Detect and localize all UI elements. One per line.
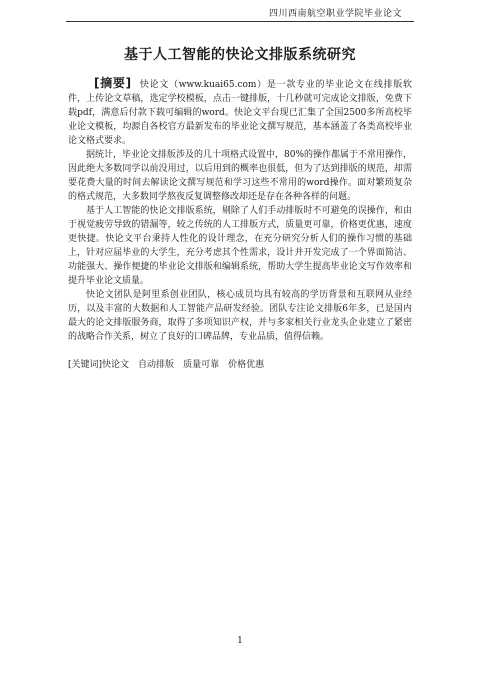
keywords-line	[68, 358, 412, 372]
running-header-title: 四川西南航空职业学院毕业论文	[268, 9, 402, 19]
abstract-paragraph-2: 据统计，毕业论文排版涉及的几十项格式设置中，80%的操作都属于不常用操作，因此绝大多数同学以前没用过，以后用到的概率也很低，但为了达到排版的规范，却需要花费大量的时间去解读论文撰写规范和学习这些不常用的word操作。面对繁琐复杂的格式规范，大多数同学熬夜反复调整修改却还是存在各种各样的问题。	[68, 150, 413, 202]
abstract-paragraph-1	[68, 76, 412, 148]
abstract-paragraph-3: 基于人工智能的快论文排版系统，剔除了人们手动排版时不可避免的误操作，和由于视觉疲劳导致的错漏等，较之传统的人工排版方式，质量更可靠，价格更优惠，速度更快捷。快论文平台秉持人性化的设计理念，在充分研究分析人们的操作习惯的基础上，针对应届毕业的大学生，充分考虑其个性需求，设计并开发完成了一个界面简洁、功能强大、操作便捷的毕业论文排版和编辑系统，帮助大学生提高毕业论文写作效率和提升毕业论文质量。	[68, 206, 412, 286]
keyword-item: 快论文	[102, 360, 130, 370]
abstract-paragraph-4: 快论文团队是阿里系创业团队，核心成员均具有较高的学历背景和互联网从业经历，以及丰富的大数据和人工智能产品研发经验。团队专注论文排版6年多，已是国内最大的论文排版服务商，取得了多项知识产权，并与多家相关行业龙头企业建立了紧密的战略合作关系，树立了良好的口碑品牌，专业品质，值得信赖。	[68, 290, 412, 342]
keyword-item: 自动排版	[138, 360, 175, 370]
running-header	[66, 6, 414, 22]
abstract-body	[68, 76, 412, 372]
page-number: 1	[237, 636, 243, 646]
abstract-label: [摘要]	[94, 76, 132, 90]
keywords-label: [关键词]	[68, 360, 103, 370]
keyword-item: 质量可靠	[183, 360, 220, 370]
abstract-paragraph-1-text: 快论文（www.kuai65.com）是一款专业的毕业论文在线排版软件，上传论文草稿，选定学校模板，点击一键排版，十几秒就可完成论文排版，免费下载pdf，满意后付款下载可编辑的word。快论文平台现已汇集了全国2500多所高校毕业论文模板，均源自各校官方最新发布的毕业论文撰写规范，基本涵盖了各类高校毕业论文格式要求。	[68, 80, 412, 146]
keyword-item: 价格优惠	[228, 360, 265, 370]
paper-title: 基于人工智能的快论文排版系统研究	[124, 47, 356, 63]
